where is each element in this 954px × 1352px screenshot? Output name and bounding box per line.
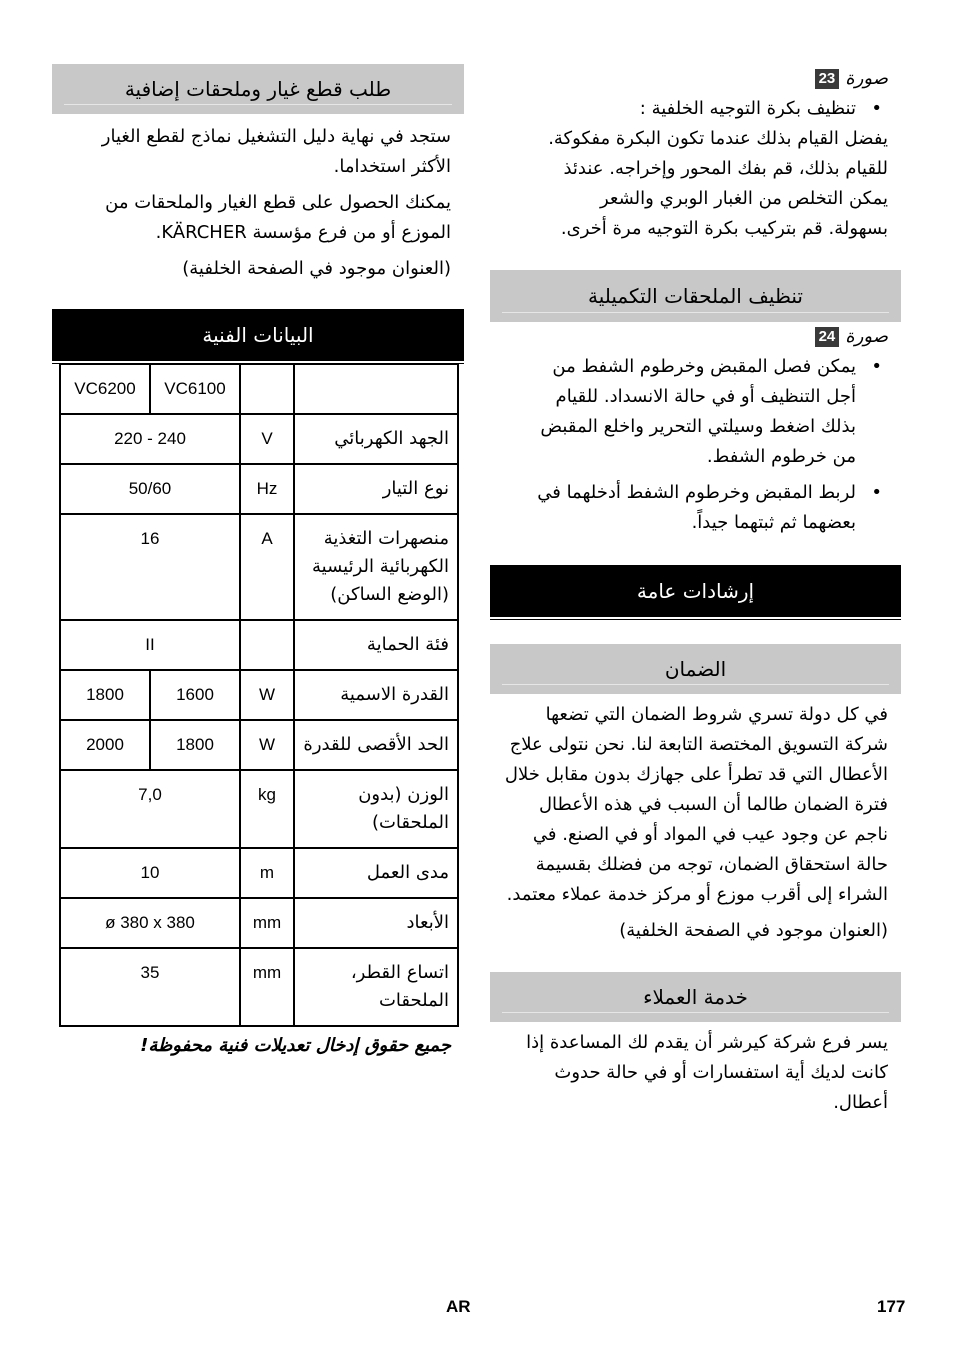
row-unit: V [240,414,294,464]
spare-parts-text-1: ستجد في نهاية دليل التشغيل نماذج لقطع الغيار الأكثر استخداما. [101,126,451,177]
table-row [60,848,458,898]
value-text: 7,0 [138,785,162,804]
row-label: منصهرات التغذية الكهربائية الرئيسية (الوضع الساكن) [294,514,458,620]
technical-data-table [59,363,459,1027]
row-label: القدرة الاسمية [294,670,458,720]
row-unit: W [240,720,294,770]
table-row [60,620,458,670]
figure-number-badge: 24 [815,327,840,347]
warranty-heading: الضمان [490,644,901,694]
accessories-list [490,352,901,538]
roller-text: يفضل القيام بذلك عندما تكون البكرة مفكوكة. للقيام بذلك، قم بفك المحور وإخراجه. عندئذ يمكن التخلص من الغبار الوبري والشعر بسهولة. قم بتركيب بكرة التوجيه مرة أخرى. [548,128,888,239]
value-text: 16 [140,529,160,548]
table-cell [294,364,458,414]
row-label: فئة الحماية [294,620,458,670]
value-text: II [145,635,155,654]
row-value [60,464,240,514]
row-value [60,948,240,1026]
table-row [60,414,458,464]
value-text: ø 380 x 380 [105,913,195,932]
value-text: 35 [140,963,160,982]
model-vc6100: VC6100 [150,364,240,414]
table-row [60,720,458,770]
spare-parts-heading: طلب قطع غيار وملحقات إضافية [52,64,464,114]
row-unit [240,620,294,670]
row-label: الجهد الكهربائي [294,414,458,464]
row-value-vc6200: 2000 [60,720,150,770]
table-row [60,464,458,514]
customer-service-text: يسر فرع شركة كيرشر أن يقدم لك المساعدة إذا كانت لديك أية استفسارات أو في حالة حدوث أعطال. [526,1032,888,1113]
row-value [60,848,240,898]
figure-word: صورة [845,326,888,347]
general-notes-heading: إرشادات عامة [490,565,901,617]
figure-number-badge: 23 [815,69,840,89]
roller-title: • تنظيف بكرة التوجيه الخلفية : [503,94,888,124]
warranty-address: (العنوان موجود في الصفحة الخلفية) [619,920,888,941]
row-unit: mm [240,898,294,948]
list-item: • يمكن فصل المقبض وخرطوم الشفط من أجل التنظيف أو في حالة الانسداد. للقيام بذلك اضغط وسيلتي التحرير واخلع المقبض من خرطوم الشفط. [535,352,888,472]
row-value [60,770,240,848]
row-label: الوزن (بدون الملحقات) [294,770,458,848]
row-value [60,414,240,464]
row-label: الحد الأقصى للقدرة [294,720,458,770]
row-unit: W [240,670,294,720]
language-code: AR [446,1297,471,1316]
row-label: مدى العمل [294,848,458,898]
figure-reference-24 [490,322,901,352]
spare-parts-text-2: يمكنك الحصول على قطع الغيار والملحقات من الموزع أو من فرع مؤسسة KÄRCHER. [105,192,451,243]
table-cell [240,364,294,414]
left-column [52,64,464,1061]
technical-changes-note: جميع حقوق إدخال تعديلات فنية محفوظة! [140,1035,451,1056]
row-value [60,898,240,948]
table-row [60,770,458,848]
table-row [60,948,458,1026]
row-value-vc6200: 1800 [60,670,150,720]
row-value-vc6100: 1800 [150,720,240,770]
row-unit: Hz [240,464,294,514]
spare-parts-address: (العنوان موجود في الصفحة الخلفية) [182,258,451,279]
value-text: 50/60 [128,479,172,498]
row-unit: A [240,514,294,620]
customer-service-heading: خدمة العملاء [490,972,901,1022]
row-label: الأبعاد [294,898,458,948]
table-row [60,364,458,414]
table-row [60,670,458,720]
row-unit: kg [240,770,294,848]
table-row [60,514,458,620]
value-text: 220 - 240 [114,429,186,448]
row-value-vc6100: 1600 [150,670,240,720]
row-value [60,620,240,670]
row-value [60,514,240,620]
value-text: 10 [140,863,160,882]
warranty-text: في كل دولة تسري شروط الضمان التي تضعها شركة التسويق المختصة التابعة لنا. نحن نتولى علاج الأعطال التي قد تطرأ على جهازك بدون مقابل خلال فترة الضمان طالما أن السبب في هذه الأعطال ناجم عن وجود عيب في المواد أو في الصنع. في حالة استحقاق الضمان، توجه من فضلك بقسيمة الشراء إلى أقرب موزع أو مركز خدمة عملاء معتمد. [504,704,888,905]
technical-data-heading: البيانات الفنية [52,309,464,361]
right-column [490,64,901,1118]
figure-reference-23 [490,64,901,94]
list-item: • لربط المقبض وخرطوم الشفط أدخلهما في بعضهما ثم ثبتهما جيداً. [535,478,888,538]
accessories-heading: تنظيف الملحقات التكميلية [490,270,901,322]
row-unit: m [240,848,294,898]
row-label: اتساع القطر، الملحقات [294,948,458,1026]
table-row [60,898,458,948]
figure-word: صورة [845,68,888,89]
model-vc6200: VC6200 [60,364,150,414]
page-number: 177 [877,1297,906,1316]
row-label: نوع التيار [294,464,458,514]
row-unit: mm [240,948,294,1026]
roller-list [490,94,901,124]
